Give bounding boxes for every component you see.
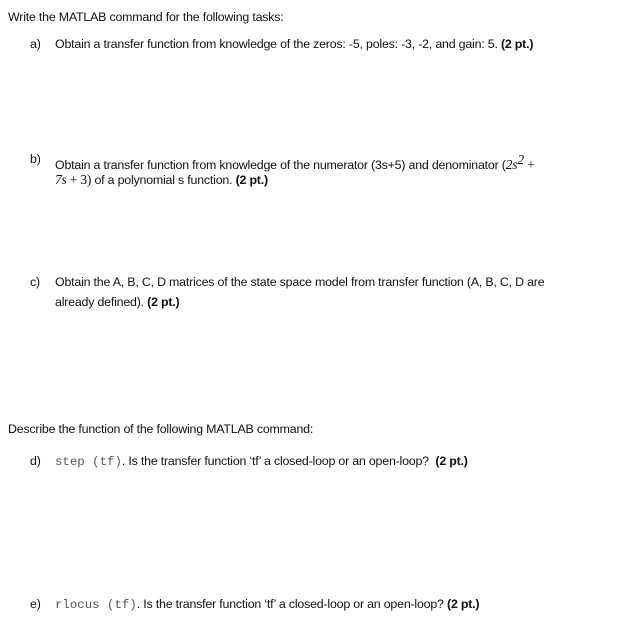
question-label: d) xyxy=(30,454,41,468)
exponent: 2 xyxy=(517,152,524,167)
math-expression: 2s xyxy=(505,157,518,173)
question-text-line xyxy=(55,37,533,51)
question-label: b) xyxy=(30,152,41,166)
question-text: . Is the transfer function ‘tf’ a closed-loop or an open-loop? xyxy=(136,597,444,611)
math-expression: + 3) xyxy=(66,172,92,187)
code-command: rlocus (tf) xyxy=(55,598,137,612)
code-command: step (tf) xyxy=(55,455,122,469)
question-label: a) xyxy=(30,37,41,51)
question-text: . Is the transfer function ‘tf’ a closed-loop or an open-loop? xyxy=(121,454,429,468)
question-text: Obtain the A, B, C, D matrices of the state space model from transfer function (A, B, C, D are xyxy=(55,275,545,289)
question-text-line xyxy=(55,152,534,173)
question-text-line xyxy=(55,597,479,612)
points: (2 pt.) xyxy=(447,597,480,611)
question-text: of a polynomial s function. xyxy=(91,173,233,187)
math-expression: 7s xyxy=(55,172,67,187)
question-text-line xyxy=(55,295,179,309)
points: (2 pt.) xyxy=(435,454,468,468)
question-label: e) xyxy=(30,597,41,611)
question-text: Obtain a transfer function from knowledge of the zeros: -5, poles: -3, -2, and gain: 5. xyxy=(55,37,498,51)
points: (2 pt.) xyxy=(147,295,180,309)
question-label: c) xyxy=(30,275,40,289)
question-text-line xyxy=(55,172,268,188)
points: (2 pt.) xyxy=(500,37,534,51)
math-operator: + xyxy=(523,157,535,173)
section-heading-write: Write the MATLAB command for the following tasks: xyxy=(8,10,284,24)
question-text-line xyxy=(55,454,468,469)
section-heading-describe: Describe the function of the following MATLAB command: xyxy=(8,422,314,436)
question-text: already defined). xyxy=(55,295,144,309)
question-text: Obtain a transfer function from knowledge of the numerator (3s+5) and denominator ( xyxy=(55,158,506,173)
points: (2 pt.) xyxy=(235,173,268,187)
